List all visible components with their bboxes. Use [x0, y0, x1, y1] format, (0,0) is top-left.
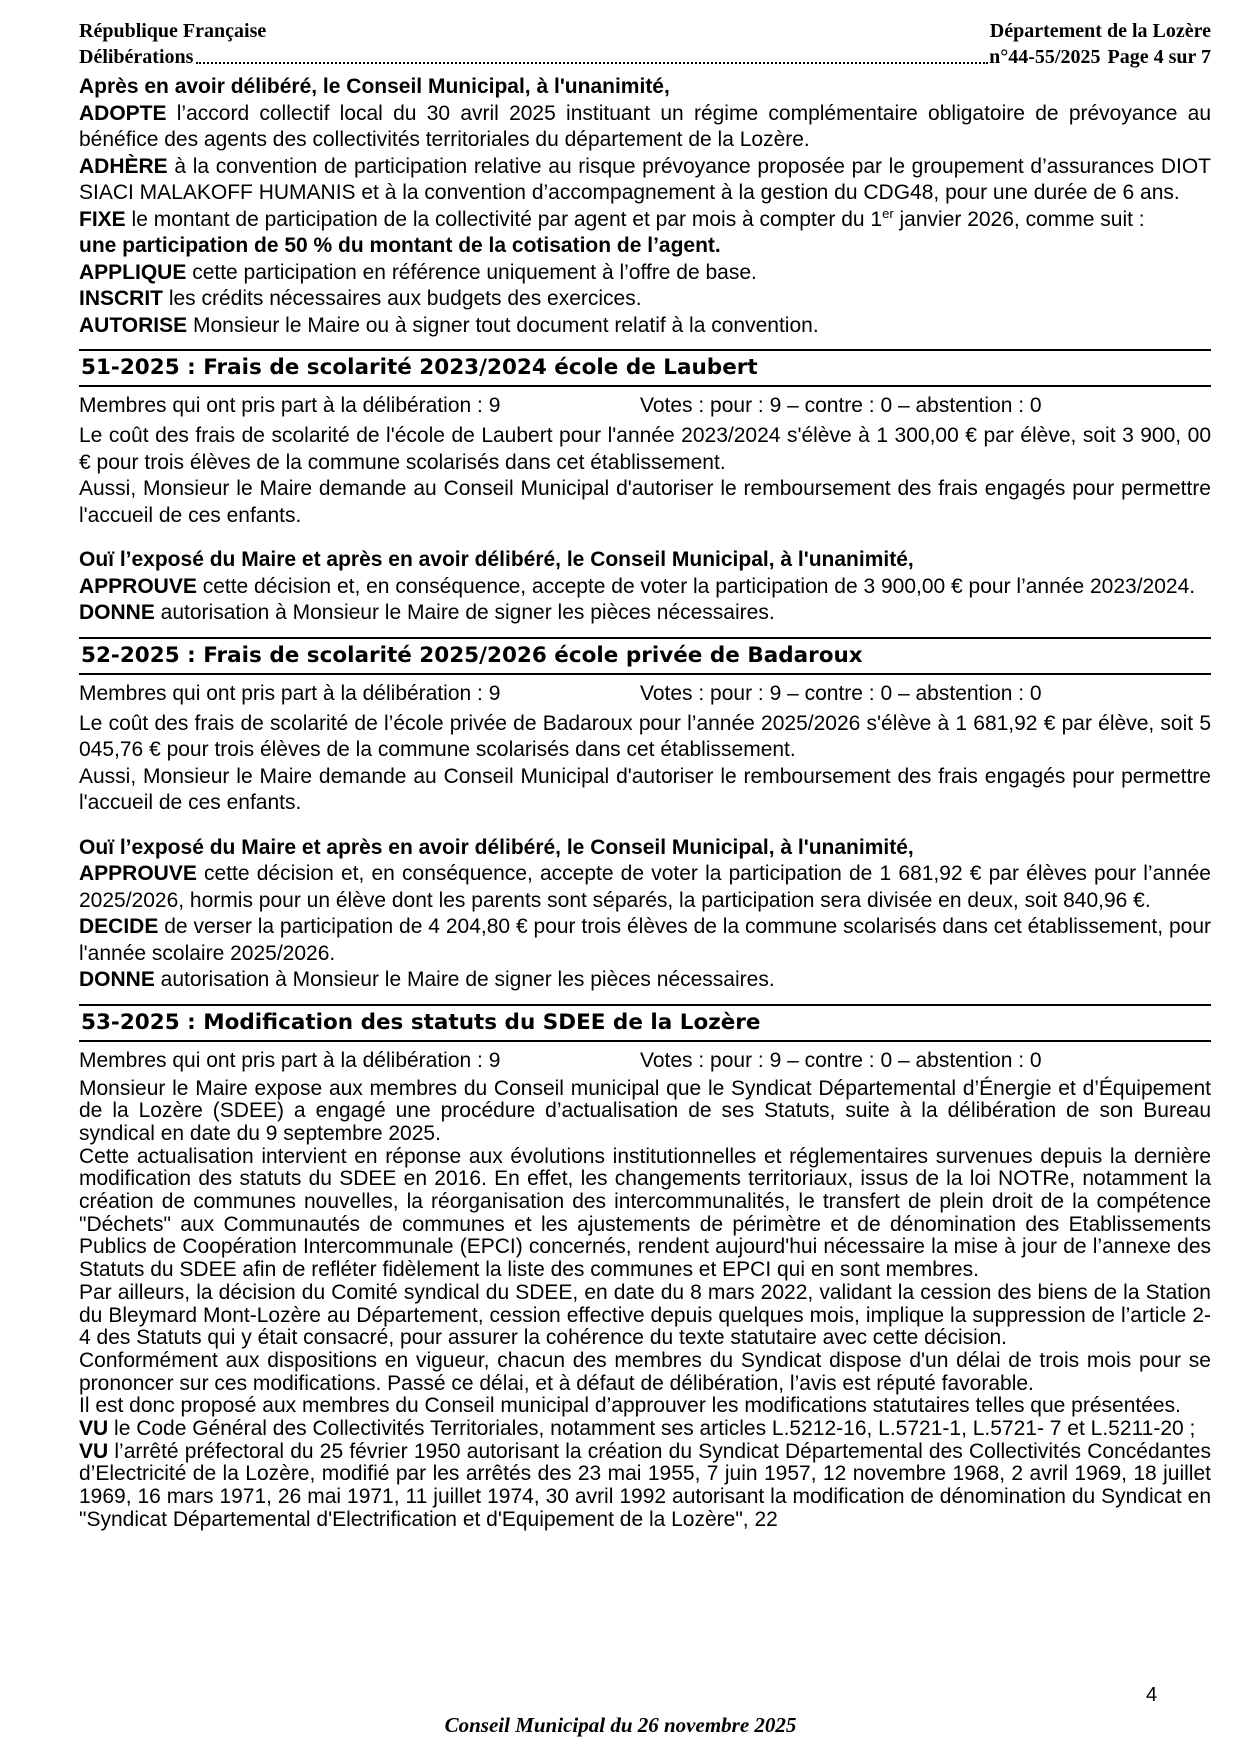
text-segment: Ouï l’exposé du Maire et après en avoir délibéré, le Conseil Municipal, à l'unanimité, [79, 835, 914, 859]
text-segment: Ouï l’exposé du Maire et après en avoir délibéré, le Conseil Municipal, à l'unanimité, [79, 548, 914, 571]
paragraph [79, 835, 1211, 862]
paragraph [79, 547, 1211, 574]
header-doc-row [79, 44, 1211, 70]
text-segment: VU [79, 1417, 109, 1441]
text-segment: janvier 2026, comme suit : [893, 207, 1145, 231]
text-segment: er [882, 205, 894, 221]
text-segment: ADOPTE [79, 101, 167, 125]
deliberation-meta-row [79, 681, 1211, 707]
paragraph [79, 914, 1211, 967]
deliberation-meta-row [79, 393, 1211, 419]
text-segment: autorisation à Monsieur le Maire de signer les pièces nécessaires. [154, 968, 775, 991]
section-52-2025 [79, 637, 1211, 994]
text-segment: FIXE [79, 207, 126, 231]
text-segment: ADHÈRE [79, 154, 168, 178]
text-segment: INSCRIT [79, 287, 163, 310]
text-segment: cette décision et, en conséquence, accepte de voter la participation de 1 681,92 € par élèves pour l’année 2025/2026, hormis pour un élève dont les parents sont séparés, la participation sera divisée en deux, soit 840,96 €. [79, 862, 1211, 912]
paragraph [79, 476, 1211, 529]
paragraph [79, 711, 1211, 764]
paragraph [79, 74, 1211, 101]
members-count: Membres qui ont pris part à la délibération : 9 [79, 394, 501, 417]
intro-paragraphs [79, 74, 1211, 339]
paragraph [79, 1350, 1211, 1395]
text-segment: cette participation en référence uniquement à l’offre de base. [186, 260, 757, 284]
paragraph [79, 1441, 1211, 1532]
paragraph [79, 207, 1211, 234]
deliberation-meta-row [79, 1048, 1211, 1074]
paragraph [79, 313, 1211, 340]
members-count: Membres qui ont pris part à la délibération : 9 [79, 1048, 501, 1072]
text-segment: APPROUVE [79, 862, 197, 885]
section-51-2025 [79, 349, 1211, 627]
header-left-text: République Française [79, 20, 267, 42]
text-segment: le montant de participation de la collectivité par agent et par mois à compter du 1 [125, 207, 883, 231]
dotted-leader [196, 62, 988, 64]
text-segment: le Code Général des Collectivités Territoriales, notamment ses articles L.5212-16, L.5721-1, L.5721- 7 et L.5211-20 ; [108, 1417, 1196, 1441]
text-segment: l’accord collectif local du 30 avril 2025 instituant un régime complémentaire obligatoire de prévoyance au bénéfice des agents des collectivités territoriales du département de la Lozère. [79, 101, 1211, 151]
text-segment: Aussi, Monsieur le Maire demande au Conseil Municipal d'autoriser le remboursement des frais engagés pour permettre l'accueil de ces enfants. [79, 764, 1211, 814]
text-segment: VU [79, 1439, 109, 1463]
text-segment: Conformément aux dispositions en vigueur, chacun des membres du Syndicat dispose d'un délai de trois mois pour se prononcer sur ces modifications. Passé ce délai, et à défaut de délibération, l’avis est réputé favorable. [79, 1348, 1211, 1395]
text-segment: DONNE [79, 601, 155, 624]
text-segment: Il est donc proposé aux membres du Conseil municipal d’approuver les modifications statutaires telles que présentées. [79, 1394, 1181, 1418]
text-segment: Cette actualisation intervient en réponse aux évolutions institutionnelles et réglementaires survenues depuis la dernière modification des statuts du SDEE en 2016. En effet, les changements territoriaux, issus de la loi NOTRe, notamment la création de communes nouvelles, la réorganisation des intercommunalités, le transfert de plein droit de la compétence "Déchets" aux Communautés de communes et les ajustements de périmètre et de dénomination des Etablissements Publics de Coopération Intercommunale (EPCI) concernés, rendent aujourd'hui nécessaire la mise à jour de l’annexe des Statuts du SDEE afin de refléter fidèlement la liste des communes et EPCI qui en sont membres. [79, 1144, 1211, 1282]
paragraph [79, 286, 1211, 313]
section-paragraphs [79, 423, 1211, 627]
members-count: Membres qui ont pris part à la délibération : 9 [79, 681, 501, 705]
paragraph [79, 1146, 1211, 1282]
text-segment: de verser la participation de 4 204,80 € pour trois élèves de la commune scolarisés dans cet établissement, pour l'année scolaire 2025/2026. [79, 915, 1211, 965]
header-right-text: Département de la Lozère [989, 20, 1211, 42]
text-segment: à la convention de participation relative au risque prévoyance proposée par le groupement d’assurances DIOT SIACI MALAKOFF HUMANIS et à la convention d’accompagnement à la gestion du CDG48, pour une durée de 6 ans. [79, 154, 1211, 204]
text-segment: Monsieur le Maire ou à signer tout document relatif à la convention. [187, 313, 819, 337]
paragraph [79, 967, 1211, 994]
text-segment: les crédits nécessaires aux budgets des exercices. [163, 287, 642, 310]
text-segment: Le coût des frais de scolarité de l’école privée de Badaroux pour l’année 2025/2026 s'élève à 1 681,92 € par élève, soit 5 045,76 € pour trois élèves de la commune scolarisés dans cet établissement. [79, 711, 1211, 761]
paragraph [79, 1282, 1211, 1350]
text-segment: DONNE [79, 968, 155, 991]
text-segment: Monsieur le Maire expose aux membres du Conseil municipal que le Syndicat Départemental d’Énergie et d’Équipement de la Lozère (SDEE) a engagé une procédure d’actualisation de ses Statuts, suite à la délibération de son Bureau syndical en date du 9 septembre 2025. [79, 1076, 1211, 1145]
paragraph [79, 1395, 1211, 1418]
text-segment: autorisation à Monsieur le Maire de signer les pièces nécessaires. [154, 601, 775, 624]
text-segment: l’arrêté préfectoral du 25 février 1950 autorisant la création du Syndicat Départemental des Collectivités Concédantes d’Electricité de la Lozère, modifié par les arrêtés des 23 mai 1955, 7 juin 1957, 12 novembre 1968, 2 avril 1969, 18 juillet 1969, 16 mars 1971, 26 mai 1971, 11 juillet 1974, 30 avril 1992 autorisant la modification de dénomination du Syndicat en "Syndicat Départemental d'Electrification et d'Equipement de la Lozère", 22 [79, 1439, 1211, 1531]
section-paragraphs [79, 711, 1211, 994]
paragraph [79, 233, 1211, 260]
text-segment: cette décision et, en conséquence, accepte de voter la participation de 3 900,00 € pour l’année 2023/2024. [196, 574, 1196, 598]
footer-session-line: Conseil Municipal du 26 novembre 2025 [444, 1713, 797, 1737]
text-segment: AUTORISE [79, 313, 188, 337]
section-paragraphs [79, 1078, 1211, 1532]
text-segment: Aussi, Monsieur le Maire demande au Conseil Municipal d'autoriser le remboursement des frais engagés pour permettre l'accueil de ces enfants. [79, 477, 1211, 527]
paragraph [79, 764, 1211, 817]
paragraph [79, 574, 1211, 601]
text-segment: APPROUVE [79, 574, 197, 598]
text-segment: DECIDE [79, 915, 159, 938]
section-title: 52-2025 : Frais de scolarité 2025/2026 école privée de Badaroux [79, 637, 1211, 675]
section-53-2025 [79, 1004, 1211, 1532]
votes-summary: Votes : pour : 9 – contre : 0 – abstention : 0 [640, 394, 1042, 417]
page-header [79, 18, 1211, 70]
paragraph [79, 1078, 1211, 1146]
text-segment: Le coût des frais de scolarité de l'école de Laubert pour l'année 2023/2024 s'élève à 1 300,00 € par élève, soit 3 900, 00 € pour trois élèves de la commune scolarisés dans cet établissement. [79, 424, 1211, 474]
text-segment: une participation de 50 % du montant de la cotisation de l’agent. [79, 234, 721, 257]
page-number: 4 [1146, 1684, 1158, 1706]
votes-summary: Votes : pour : 9 – contre : 0 – abstention : 0 [640, 681, 1042, 705]
paragraph [79, 861, 1211, 914]
paragraph [79, 260, 1211, 287]
text-segment: Par ailleurs, la décision du Comité syndical du SDEE, en date du 8 mars 2022, validant la cession des biens de la Station du Bleymard Mont-Lozère au Département, cession effective depuis quelques mois, implique la suppression de l’article 2-4 des Statuts qui y était consacré, pour assurer la cohérence du texte statutaire avec cette décision. [79, 1280, 1211, 1350]
votes-summary: Votes : pour : 9 – contre : 0 – abstention : 0 [640, 1048, 1042, 1072]
doc-number: n°44-55/2025 [989, 46, 1101, 68]
text-segment: APPLIQUE [79, 260, 187, 284]
section-title: 53-2025 : Modification des statuts du SDEE de la Lozère [79, 1004, 1211, 1042]
header-top-row [79, 18, 1211, 44]
doc-label: Délibérations [79, 46, 194, 68]
paragraph [79, 154, 1211, 207]
paragraph [79, 1418, 1211, 1441]
paragraph [79, 423, 1211, 476]
paragraph [79, 600, 1211, 627]
paragraph [79, 101, 1211, 154]
section-title: 51-2025 : Frais de scolarité 2023/2024 école de Laubert [79, 349, 1211, 387]
page-indicator: Page 4 sur 7 [1107, 46, 1211, 68]
text-segment: Après en avoir délibéré, le Conseil Municipal, à l'unanimité, [79, 75, 670, 98]
